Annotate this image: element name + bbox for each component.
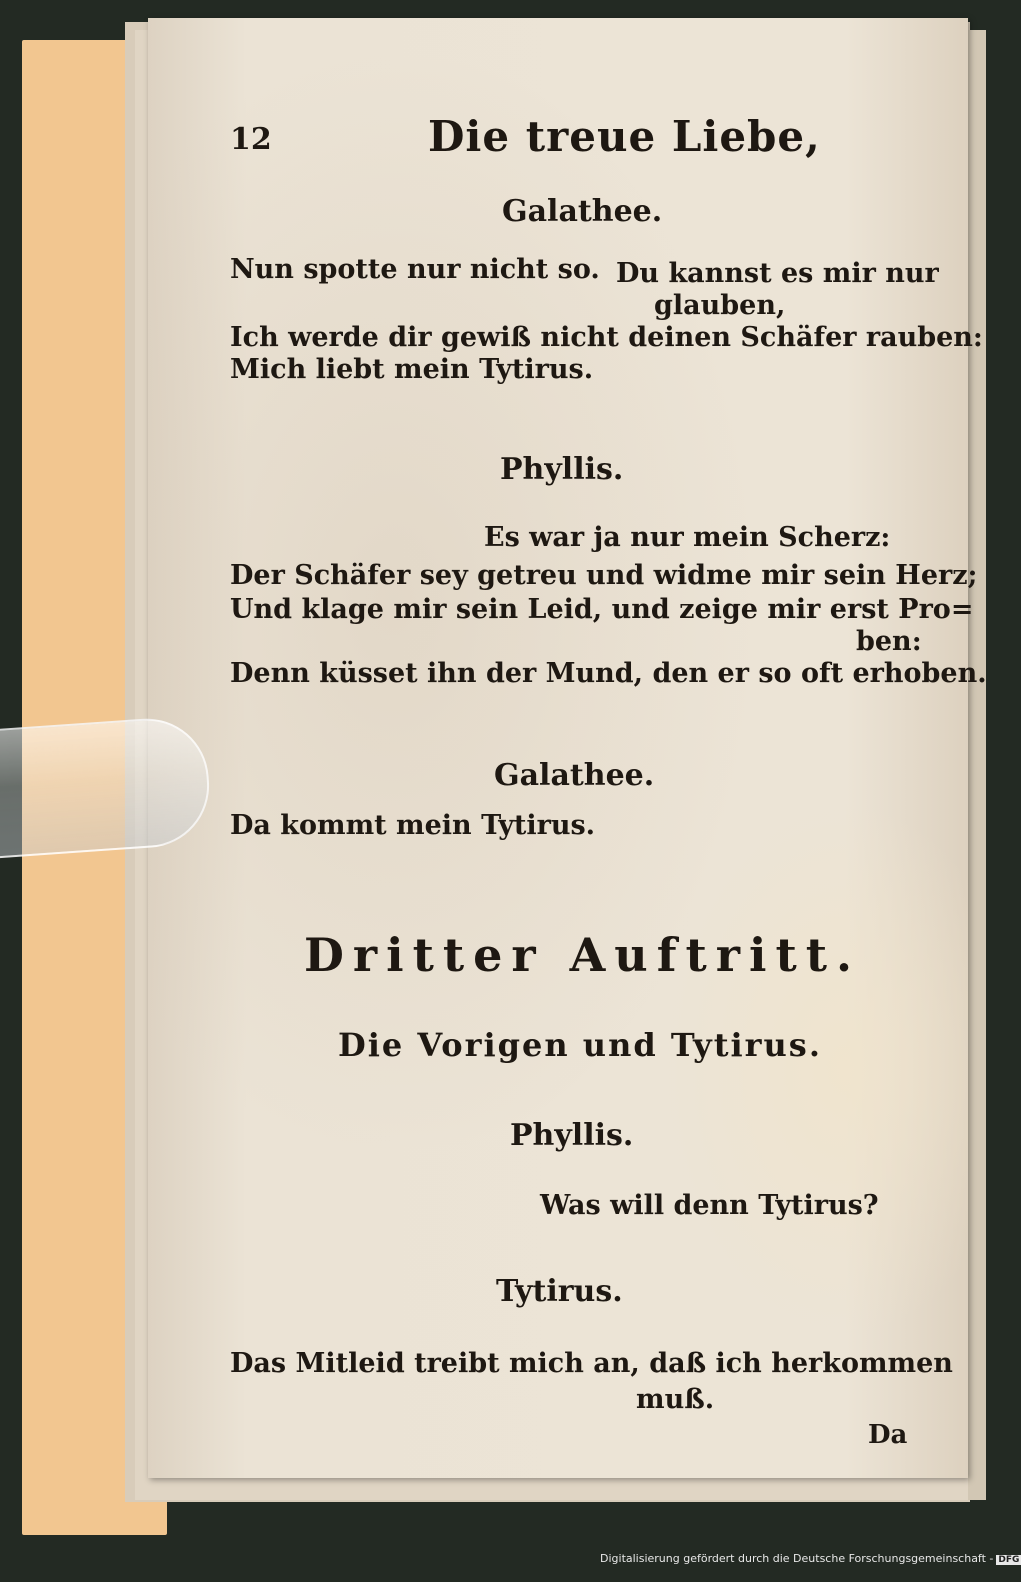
digitization-credit <box>600 1552 1021 1565</box>
speaker-name: Phyllis. <box>510 1118 634 1153</box>
scene-heading: Dritter Auftritt. <box>304 928 862 982</box>
verse-line: Und klage mir sein Leid, und zeige mir erst Pro= <box>230 594 974 625</box>
credit-text: Digitalisierung gefördert durch die Deutsche Forschungsgemeinschaft - <box>600 1552 994 1565</box>
page-number: 12 <box>230 122 272 157</box>
verse-line: Nun spotte nur nicht so. <box>230 254 600 285</box>
speaker-name: Tytirus. <box>496 1274 623 1309</box>
verse-line: Es war ja nur mein Scherz: <box>484 522 891 553</box>
verse-line: Mich liebt mein Tytirus. <box>230 354 594 385</box>
scene-subheading: Die Vorigen und Tytirus. <box>338 1026 822 1064</box>
speaker-name: Galathee. <box>494 758 655 793</box>
verse-line: Was will denn Tytirus? <box>540 1190 879 1221</box>
speaker-name: Galathee. <box>502 194 663 229</box>
verse-line: Ich werde dir gewiß nicht deinen Schäfer rauben: <box>230 322 983 353</box>
page-clip <box>0 715 213 859</box>
verse-line: Der Schäfer sey getreu und widme mir sein Herz; <box>230 560 978 591</box>
speaker-name: Phyllis. <box>500 452 624 487</box>
book-page <box>148 18 987 1478</box>
running-title: Die treue Liebe, <box>428 112 821 161</box>
verse-line: Das Mitleid treibt mich an, daß ich herkommen <box>230 1348 953 1379</box>
verse-line: ben: <box>856 626 922 657</box>
catchword: Da <box>868 1420 908 1450</box>
verse-line: Denn küsset ihn der Mund, den er so oft erhoben. <box>230 658 987 689</box>
verse-line: muß. <box>636 1384 715 1415</box>
verse-line: glauben, <box>654 290 786 321</box>
verse-line: Du kannst es mir nur <box>616 258 939 289</box>
dfg-logo: DFG <box>998 1555 1020 1565</box>
page-edge-right <box>968 30 986 1500</box>
verse-line: Da kommt mein Tytirus. <box>230 810 596 841</box>
